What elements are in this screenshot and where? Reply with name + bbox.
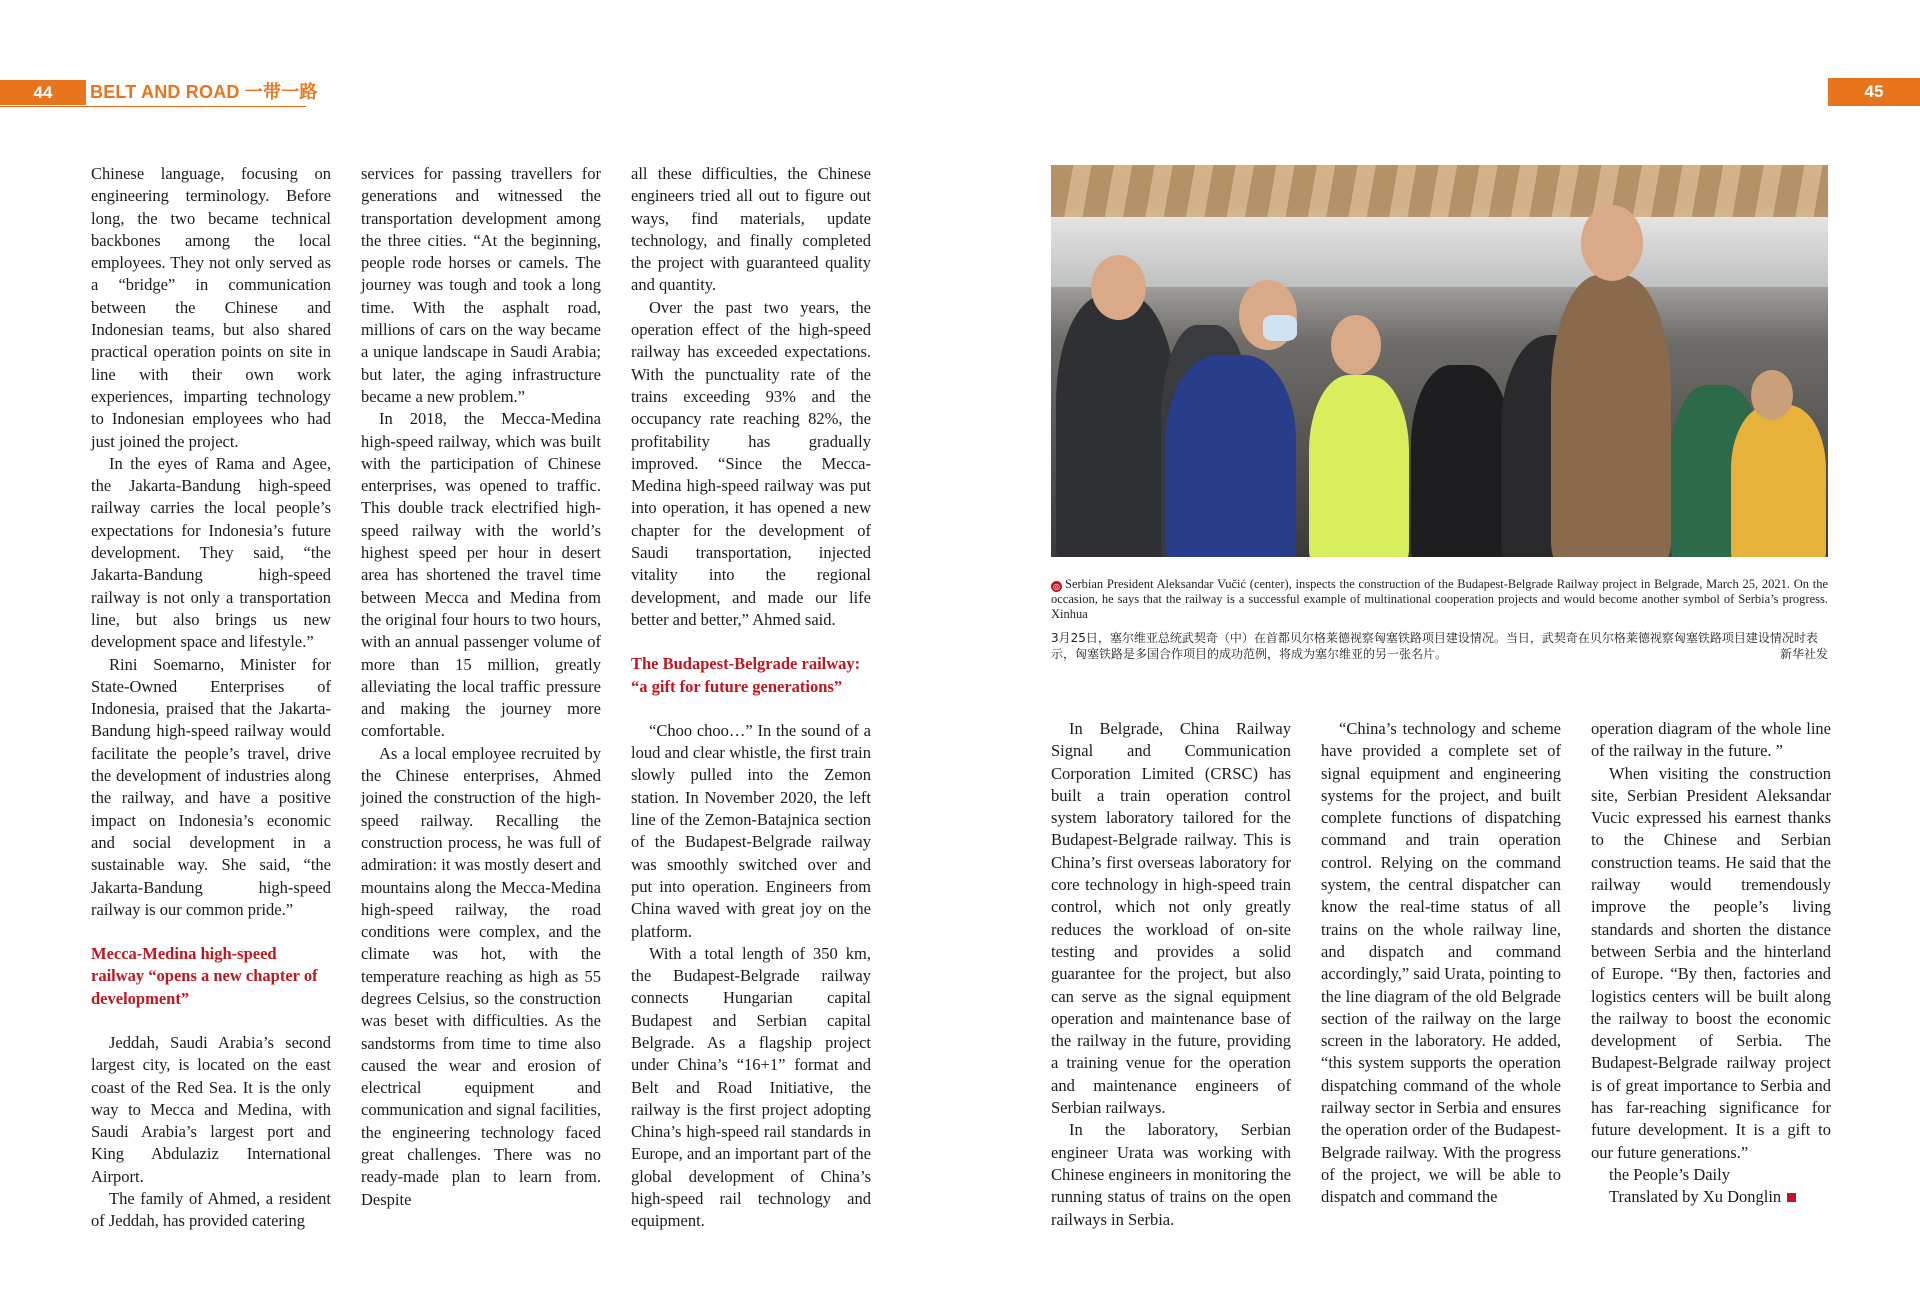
translator-text: Translated by Xu Donglin <box>1609 1187 1782 1207</box>
photo-figure <box>1581 205 1643 281</box>
photo-figure <box>1091 255 1146 320</box>
article-column-4 <box>1051 718 1291 1231</box>
paragraph: When visiting the construction site, Serbian President Aleksandar Vucic expressed his earnest thanks to the Chinese and Serbian construction teams. He said that the railway would tremendously improve the people’s living standards and shorten the distance between Serbia and the hinterland of Europe. “By then, factories and logistics centers will be built along the railway to boost the economic development of Serbia. The Budapest-Belgrade railway project is of great importance to Serbia and has far-reaching significance for future development. It is a gift to our future generations.” <box>1591 763 1831 1162</box>
paragraph: all these difficulties, the Chinese engineers tried all out to figure out ways, find materials, update technology, and finally completed the project with guaranteed quality and quantity. <box>631 164 871 295</box>
paragraph: Rini Soemarno, Minister for State-Owned Enterprises of Indonesia, praised that the Jakarta-Bandung high-speed railway would facilitate the people’s travel, drive the development of industries along the railway, and have a positive impact on Indonesia’s economic and social development in a sustainable way. She said, “the Jakarta-Bandung high-speed railway is our common pride.” <box>91 654 331 919</box>
photo-caption <box>1051 577 1828 622</box>
paragraph: In Belgrade, China Railway Signal and Communication Corporation Limited (CRSC) has built a train operation control system laboratory tailored for the Budapest-Belgrade railway. This is China’s first overseas laboratory for core technology in high-speed train control, which not only greatly reduces the workload of on-site testing and provides a solid guarantee for the project, but also can serve as the signal equipment operation and maintenance base of the railway in the future, providing a training venue for the operation and maintenance engineers of Serbian railways. <box>1051 719 1291 1118</box>
news-photo <box>1051 165 1828 557</box>
paragraph: services for passing travellers for generations and witnessed the transportation development among the three cities. “At the beginning, people rode horses or camels. The journey was tough and took a long time. With the asphalt road, millions of cars on the way became a unique landscape in Saudi Arabia; but later, the aging infrastructure became a new problem.” <box>361 164 601 406</box>
article-column-3 <box>631 163 871 1233</box>
article-column-1 <box>91 163 331 1233</box>
article-column-6 <box>1591 718 1831 1209</box>
paragraph: Jeddah, Saudi Arabia’s second largest city, is located on the east coast of the Red Sea. It is the only way to Mecca and Medina, with Saudi Arabia’s largest port and King Abdulaziz International Airport. <box>91 1032 331 1186</box>
photo-sky <box>1051 217 1828 287</box>
photo-figure <box>1309 375 1409 557</box>
paragraph: With a total length of 350 km, the Budapest-Belgrade railway connects Hungarian capital Budapest and Serbian capital Belgrade. As a flagship project under China’s “16+1” format and Belt and Road Initiative, the railway is the first project adopting China’s high-speed rail standards in Europe, and an important part of the global development of China’s high-speed rail technology and equipment. <box>631 943 871 1231</box>
paragraph: The family of Ahmed, a resident of Jeddah, has provided catering <box>91 1189 331 1231</box>
paragraph: In 2018, the Mecca-Medina high-speed railway, which was built with the participation of Chinese enterprises, was opened to traffic. This double track electrified high-speed railway with the world’s highest speed per hour in desert area has shortened the travel time between Mecca and Medina from the original four hours to two hours, with an annual passenger volume of more than 15 million, greatly alleviating the local traffic pressure and making the journey more comfortable. <box>361 409 601 741</box>
photo-figure <box>1411 365 1511 557</box>
paragraph: As a local employee recruited by the Chinese enterprises, Ahmed joined the construction of the high-speed railway. Recalling the construction process, he was full of admiration: it was mostly desert and mountains along the Mecca-Medina high-speed railway, the road conditions were complex, and the climate was hot, with the temperature reaching as high as 55 degrees Celsius, so the construction was beset with difficulties. As the sandstorms from time to time also caused the wear and erosion of electrical equipment and communication and signal facilities, the engineering technology faced great challenges. There was no ready-made plan to learn from. Despite <box>361 743 601 1209</box>
caption-text-chinese: 3月25日，塞尔维亚总统武契奇（中）在首都贝尔格莱德视察匈塞铁路项目建设情况。当日，武契奇在贝尔格莱德视察匈塞铁路项目建设情况时表示，匈塞铁路是多国合作项目的成功范例，将成为塞尔维亚的另一张名片。 <box>1051 631 1818 661</box>
page-number-left: 44 <box>0 80 86 105</box>
paragraph: Chinese language, focusing on engineering terminology. Before long, the two became technical backbones among the local employees. They not only served as a “bridge” in communication between the Chinese and Indonesian teams, but also shared practical operation points on site in line with their own work experiences, imparting technology to Indonesian employees who had just joined the project. <box>91 164 331 451</box>
article-translator <box>1591 1186 1831 1208</box>
photo-figure <box>1331 315 1381 375</box>
section-title: BELT AND ROAD 一带一路 <box>90 82 318 102</box>
article-column-5 <box>1321 718 1561 1209</box>
camera-icon: ◎ <box>1051 581 1062 592</box>
photo-roof <box>1051 165 1828 221</box>
paragraph: In the laboratory, Serbian engineer Urata was working with Chinese engineers in monitoring the running status of trains on the open railways in Serbia. <box>1051 1120 1291 1229</box>
section-heading: The Budapest-Belgrade railway: “a gift for future generations” <box>631 654 861 696</box>
section-heading: Mecca-Medina high-speed railway “opens a new chapter of development” <box>91 944 318 1008</box>
page-number-right: 45 <box>1828 78 1920 106</box>
article-source: the People’s Daily <box>1609 1164 1730 1184</box>
caption-text: Serbian President Aleksandar Vučić (center), inspects the construction of the Budapest-Belgrade Railway project in Belgrade, March 25, 2021. On the occasion, he says that the railway is a successful example of multinational cooperation projects and would become another symbol of Serbia’s progress. Xinhua <box>1051 577 1828 621</box>
photo-figure <box>1731 405 1826 557</box>
article-column-2 <box>361 163 601 1211</box>
paragraph: “Choo choo…” In the sound of a loud and clear whistle, the first train slowly pulled into the Zemon station. In November 2020, the left line of the Zemon-Batajnica section of the Budapest-Belgrade railway was smoothly switched over and put into operation. Engineers from China waved with great joy on the platform. <box>631 720 871 941</box>
photo-caption-chinese <box>1051 630 1828 662</box>
photo-figure <box>1551 275 1671 557</box>
paragraph: “China’s technology and scheme have provided a complete set of signal equipment and engineering systems for the project, and built complete functions of dispatching command and train operation control. Relying on the command system, the central dispatcher can know the real-time status of all trains on the whole railway line, and dispatch and command accordingly,” said Urata, pointing to the line diagram of the old Belgrade section of the railway on the large screen in the laboratory. He added, “this system supports the operation dispatching command of the whole railway sector in Serbia and ensures the operation order of the Budapest-Belgrade railway. With the progress of the project, we will be able to dispatch and command the <box>1321 719 1561 1207</box>
paragraph: Over the past two years, the operation effect of the high-speed railway has exceeded expectations. With the punctuality rate of the trains exceeding 93% and the occupancy rate reaching 82%, the profitability has gradually improved. “Since the Mecca-Medina high-speed railway was put into operation, it has opened a new chapter for the development of Saudi transportation, injected vitality into the regional development, and made our life better and better,” Ahmed said. <box>631 297 871 629</box>
photo-figure <box>1751 370 1793 420</box>
end-mark-icon <box>1787 1193 1796 1202</box>
paragraph: In the eyes of Rama and Agee, the Jakarta-Bandung high-speed railway carries the local people’s expectations for Indonesia’s future development. They said, “the Jakarta-Bandung high-speed railway is not only a transportation line, but also brings us new development space and lifestyle.” <box>91 453 331 652</box>
photo-figure <box>1056 295 1176 557</box>
caption-source: 新华社发 <box>1779 647 1828 661</box>
paragraph: operation diagram of the whole line of the railway in the future. ” <box>1591 719 1831 761</box>
photo-figure <box>1263 315 1297 341</box>
photo-figure <box>1166 355 1296 557</box>
